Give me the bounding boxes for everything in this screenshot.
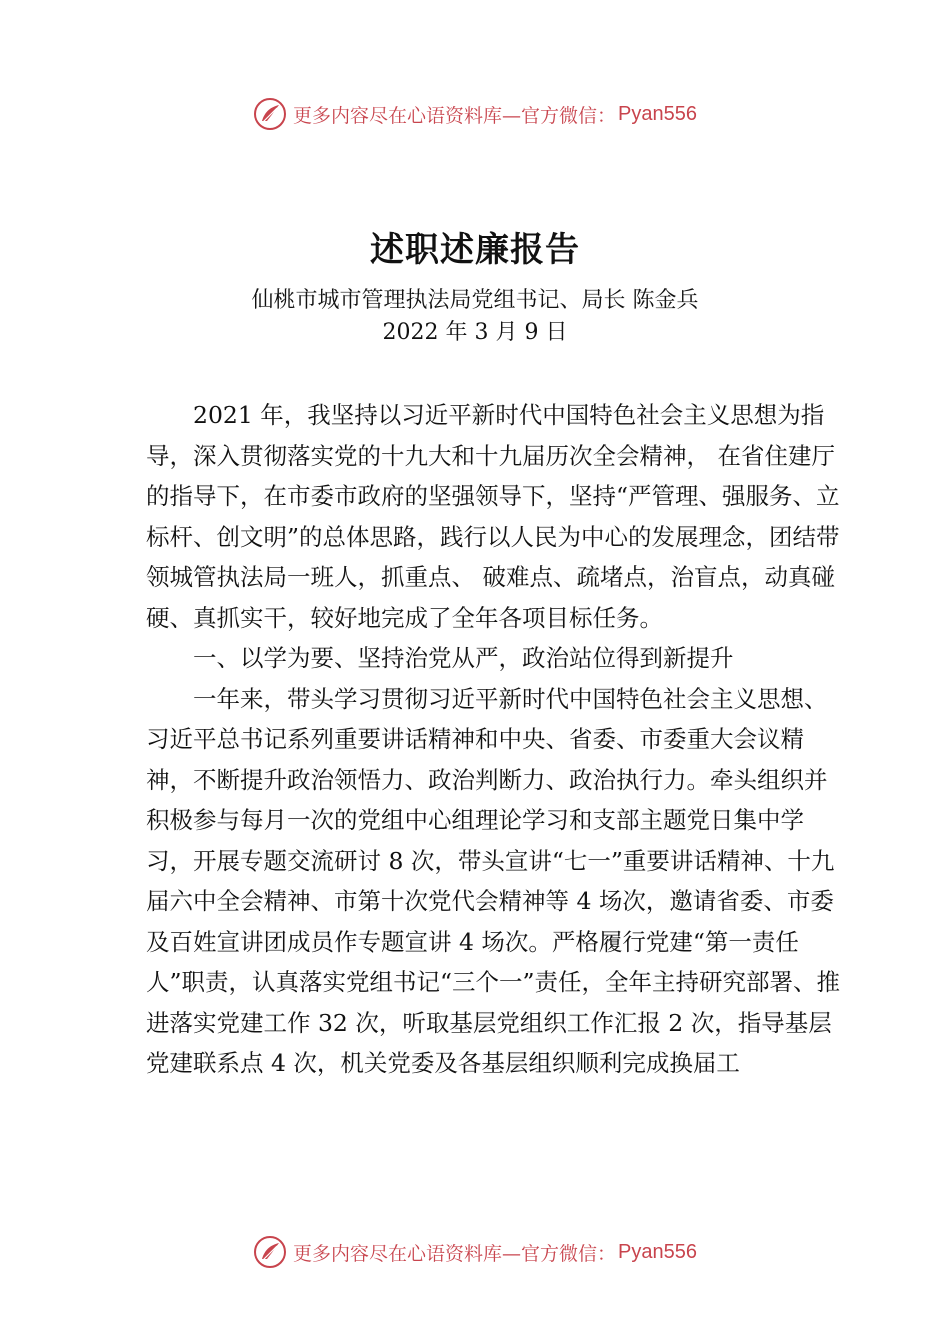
banner-text: 更多内容尽在心语资料库—官方微信：: [293, 1242, 617, 1265]
banner-wechat-id: Pyan556: [618, 102, 697, 125]
paragraph-intro: 2021 年，我坚持以习近平新时代中国特色社会主义思想为指导，深入贯彻落实党的十九大和十九届历次全会精神， 在省住建厅的指导下，在市委市政府的坚强领导下，坚持“严管理、强服务、立标杆、创文明”的总体思路，践行以人民为中心的发展理念，团结带领城管执法局一班人，抓重点、 破难点、疏堵点，治盲点，动真碰硬、真抓实干，较好地完成了全年各项目标任务。: [146, 401, 840, 632]
header-banner: [0, 94, 950, 134]
document-date: 2022 年 3 月 9 日: [382, 320, 568, 345]
banner-wechat-id: Pyan556: [618, 1240, 697, 1263]
banner-text: 更多内容尽在心语资料库—官方微信：: [293, 104, 617, 127]
footer-banner: [0, 1232, 950, 1272]
paragraph-section-1: 一年来，带头学习贯彻习近平新时代中国特色社会主义思想、习近平总书记系列重要讲话精神和中央、省委、市委重大会议精神，不断提升政治领悟力、政治判断力、政治执行力。牵头组织并积极参与每月一次的党组中心组理论学习和支部主题党日集中学习，开展专题交流研讨 8 次，带头宣讲“七一”重要讲话精神、十九届六中全会精神、市第十次党代会精神等 4 场次，邀请省委、市委及百姓宣讲团成员作专题宣讲 4 场次。严格履行党建“第一责任人”职责，认真落实党组书记“三个一”责任，全年主持研究部署、推进落实党建工作 32 次，听取基层党组织工作汇报 2 次，指导基层党建联系点 4 次，机关党委及各基层组织顺利完成换届工: [146, 684, 841, 1077]
document-body: [146, 395, 846, 1084]
brand-logo-icon: [253, 1235, 287, 1269]
brand-logo-icon: [253, 97, 287, 131]
document-title: 述职述廉报告: [370, 230, 580, 270]
section-heading-1: 一、以学为要、坚持治党从严，政治站位得到新提升: [193, 644, 734, 672]
document-author: 仙桃市城市管理执法局党组书记、局长 陈金兵: [251, 288, 699, 313]
